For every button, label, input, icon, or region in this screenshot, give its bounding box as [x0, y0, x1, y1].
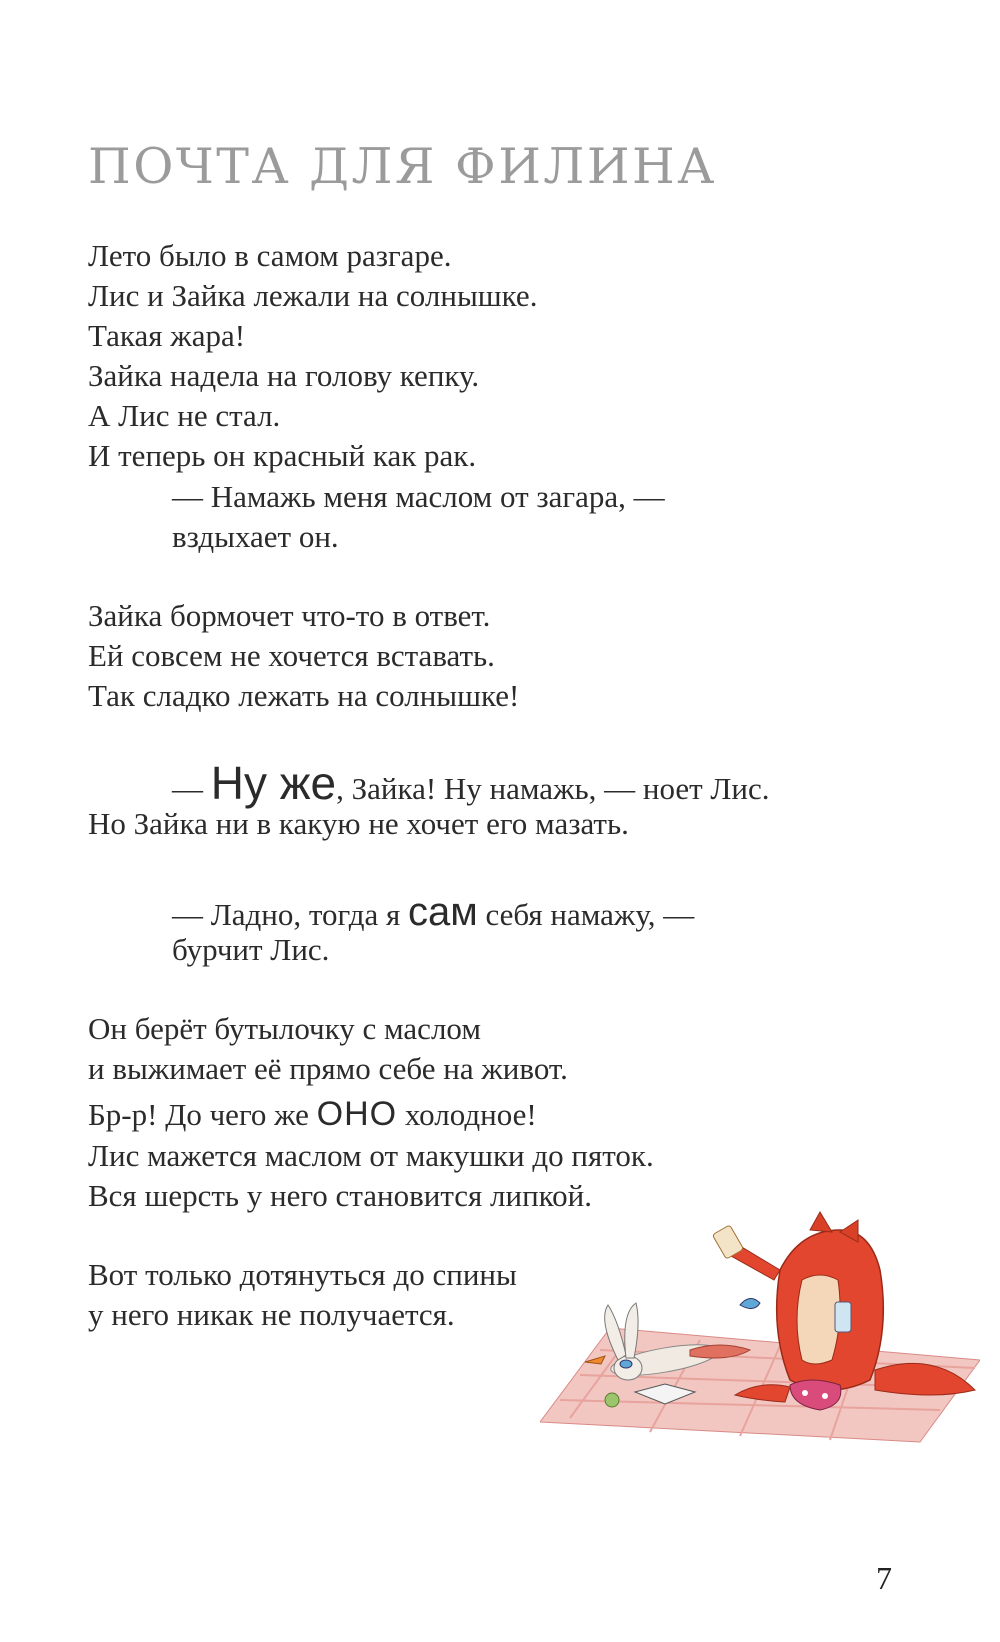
- text-line: [88, 1097, 537, 1131]
- dialogue-rest: , Зайка! Ну намажь, — ноет Лис.: [336, 771, 770, 806]
- dialogue-line: вздыхает он.: [172, 519, 339, 554]
- dialogue-line: [172, 892, 694, 932]
- bottle-icon: [835, 1302, 851, 1332]
- text-line: Лето было в самом разгаре.: [88, 238, 452, 273]
- text-line: Он берёт бутылочку с маслом: [88, 1011, 481, 1046]
- text-line: Такая жара!: [88, 318, 246, 353]
- emphasis-text: сам: [408, 890, 478, 934]
- dialogue-pre: — Ладно, тогда я: [172, 897, 408, 932]
- text-line: Так сладко лежать на солнышке!: [88, 678, 520, 713]
- page-number: 7: [876, 1560, 892, 1596]
- text-line: Вся шерсть у него становится липкой.: [88, 1178, 592, 1213]
- text-line: Лис мажется маслом от макушки до пяток.: [88, 1138, 654, 1173]
- text-line: у него никак не получается.: [88, 1297, 455, 1332]
- dialogue-post: себя намажу, —: [477, 897, 695, 932]
- dialogue-line: — Намажь меня маслом от загара, —: [172, 479, 665, 514]
- dialogue-line: бурчит Лис.: [172, 932, 330, 967]
- emphasis-text: Ну же: [210, 757, 337, 809]
- text-line: Лис и Зайка лежали на солнышке.: [88, 278, 538, 313]
- text-line: и выжимает её прямо себе на живот.: [88, 1051, 568, 1086]
- text-line: И теперь он красный как рак.: [88, 438, 477, 473]
- apple-icon: [605, 1393, 619, 1407]
- text-line: Зайка надела на голову кепку.: [88, 358, 480, 393]
- line-post: холодное!: [397, 1097, 537, 1132]
- text-line: Вот только дотянуться до спины: [88, 1257, 517, 1292]
- fox-and-bunny-illustration: [540, 1210, 980, 1460]
- line-pre: Бр-р! До чего же: [88, 1097, 317, 1132]
- text-line: Ей совсем не хочется вставать.: [88, 638, 495, 673]
- emphasis-text: ОНО: [316, 1095, 398, 1133]
- text-line: Но Зайка ни в какую не хочет его мазать.: [88, 806, 629, 841]
- dialogue-line: [172, 757, 770, 809]
- text-line: А Лис не стал.: [88, 398, 281, 433]
- text-line: Зайка бормочет что-то в ответ.: [88, 598, 491, 633]
- dash: —: [172, 771, 211, 806]
- chapter-title: ПОЧТА ДЛЯ ФИЛИНА: [88, 138, 717, 195]
